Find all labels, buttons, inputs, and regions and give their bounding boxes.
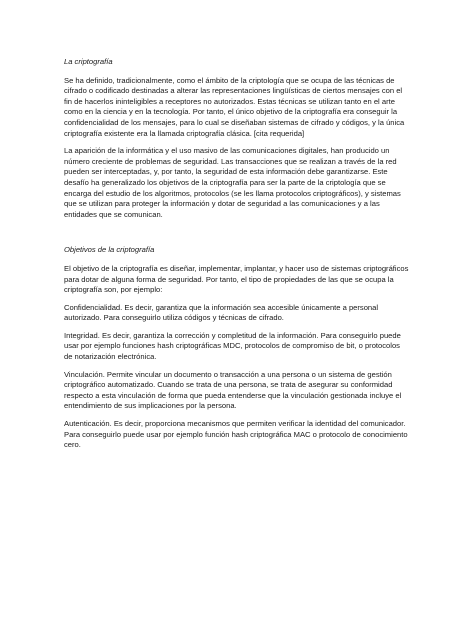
property-text: Es decir, garantiza que la información sea accesible únicamente a personal autorizado. Para conseguirlo utiliza códigos y técnicas de cifrado.: [64, 302, 379, 323]
property-term: Autenticación.: [64, 419, 112, 429]
property-text: Es decir, garantiza la corrección y completitud de la información. Para conseguirlo puede usar por ejemplo funciones hash criptográficas MDC, protocolos de compromiso de bit, o protocolos de notarización electrónica.: [64, 330, 401, 362]
property-text: Es decir, proporciona mecanismos que permiten verificar la identidad del comunicador. Para conseguirlo puede usar por ejemplo función hash criptográfica MAC o protocolo de conocimiento cero.: [64, 419, 408, 450]
document-page: [64, 57, 410, 458]
property-integridad: [64, 331, 410, 363]
property-confidencialidad: [64, 303, 410, 324]
section-spacer: [64, 227, 410, 245]
property-term: Integridad.: [64, 330, 100, 340]
property-text: Permite vincular un documento o transacción a una persona o un sistema de gestión criptográfico automatizado. Cuando se trata de una persona, se trata de asegurar su conformidad respecto a esta vinculación de forma que pueda entenderse que la vinculación gestionada incluye el entendimiento de sus implicaciones por la persona.: [64, 369, 402, 411]
property-term: Confidencialidad.: [64, 302, 123, 312]
paragraph-informatica: La aparición de la informática y el uso masivo de las comunicaciones digitales, han producido un número creciente de problemas de seguridad. Las transacciones que se realizan a través de la red pueden ser interceptadas, y, por tanto, la seguridad de esta información debe garantizarse. Este desafío ha generalizado los objetivos de la criptografía para ser la parte de la criptología que se encarga del estudio de los algoritmos, protocolos (se les llama protocolos criptográficos), y sistemas que se utilizan para proteger la información y dotar de seguridad a las comunicaciones y a las entidades que se comunican.: [64, 146, 401, 219]
property-autenticacion: [64, 419, 410, 451]
section-heading-criptografia: La criptografía: [64, 57, 113, 66]
paragraph-objetivos-intro: El objetivo de la criptografía es diseñar, implementar, implantar, y hacer uso de sistemas criptográficos para dotar de alguna forma de seguridad. Por tanto, el tipo de propiedades de las que se ocupa la criptografía son, por ejemplo:: [64, 263, 409, 295]
property-vinculacion: [64, 370, 410, 412]
paragraph-definition: Se ha definido, tradicionalmente, como el ámbito de la criptología que se ocupa de las técnicas de cifrado o codificado destinadas a alterar las representaciones lingüísticas de ciertos mensajes con el fin de hacerlos ininteligibles a receptores no autorizados. Estas técnicas se utilizan tanto en el arte como en la ciencia y en la tecnología. Por tanto, el único objetivo de la criptografía era conseguir la confidencialidad de los mensajes, para lo cual se diseñaban sistemas de cifrado y códigos, y la única criptografía existente era la llamada criptografía clásica. [cita requerida]: [64, 75, 405, 138]
section-heading-objetivos: Objetivos de la criptografía: [64, 245, 155, 255]
property-term: Vinculación.: [64, 369, 105, 379]
